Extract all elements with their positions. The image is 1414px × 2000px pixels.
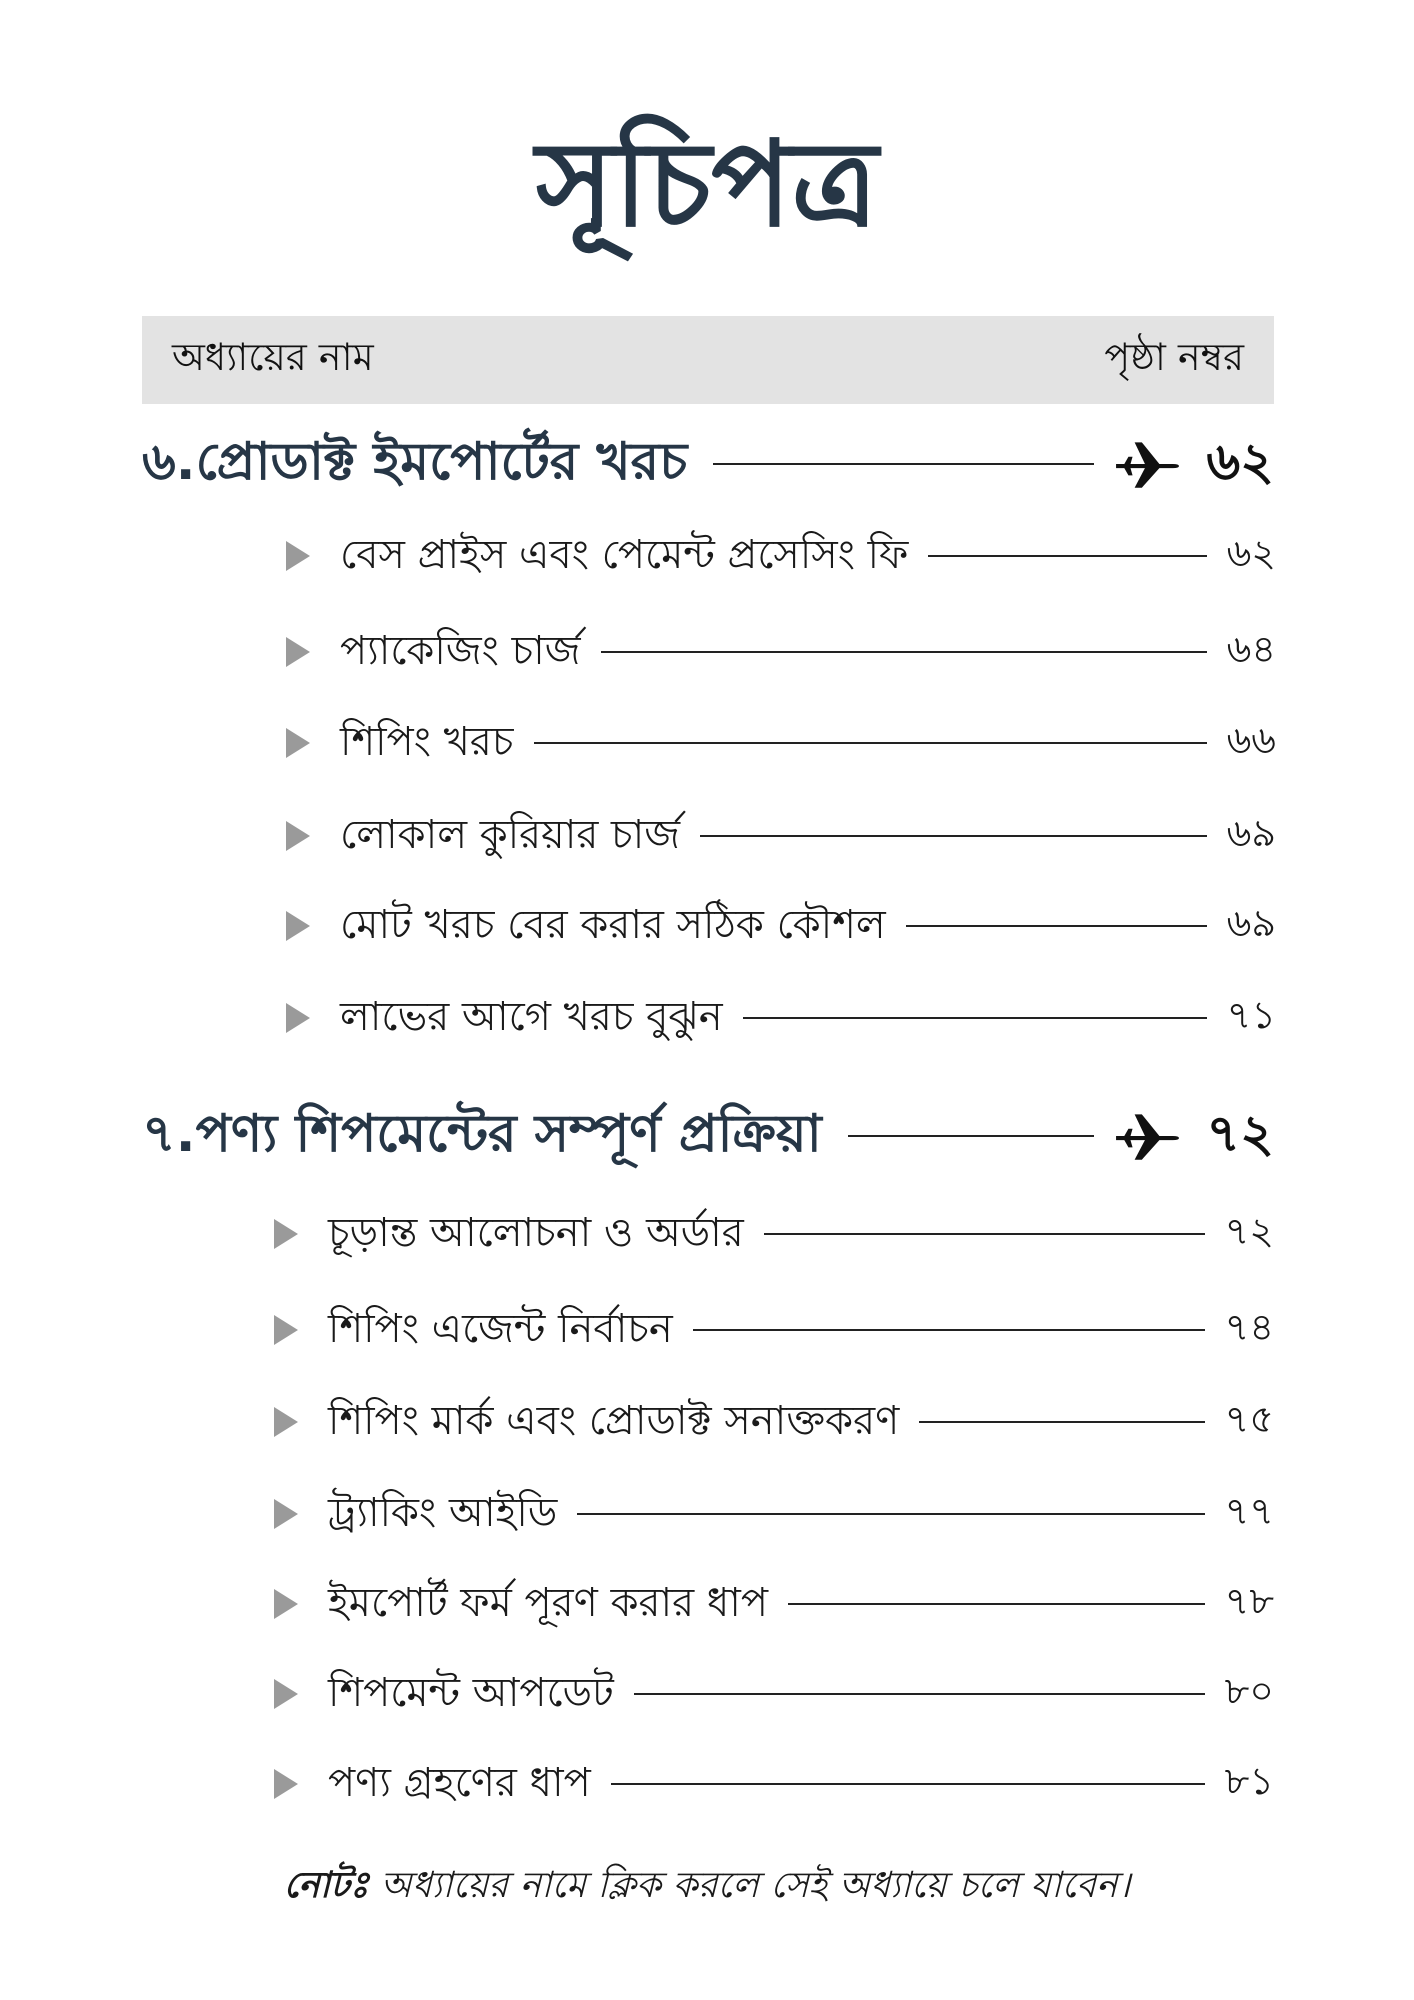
item-label: শিপমেন্ট আপডেট xyxy=(328,1669,614,1716)
triangle-bullet-icon xyxy=(274,1589,298,1619)
item-label: শিপিং এজেন্ট নির্বাচন xyxy=(328,1305,673,1352)
footer-note xyxy=(0,1858,1414,1918)
toc-item[interactable] xyxy=(286,622,1276,682)
airplane-icon xyxy=(1114,436,1180,492)
toc-item[interactable] xyxy=(274,1392,1274,1452)
triangle-bullet-icon xyxy=(274,1219,298,1249)
toc-item[interactable] xyxy=(274,1204,1274,1264)
toc-item[interactable] xyxy=(274,1574,1274,1634)
leader-line xyxy=(743,1017,1207,1019)
leader-line xyxy=(928,555,1206,557)
toc-item[interactable] xyxy=(286,896,1276,956)
chapter-page-number: ৬২ xyxy=(1206,431,1274,492)
leader-line xyxy=(713,463,1094,465)
item-label: চূড়ান্ত আলোচনা ও অর্ডার xyxy=(328,1209,744,1256)
item-page-number: ৬৯ xyxy=(1226,811,1276,855)
leader-line xyxy=(788,1603,1205,1605)
note-text: অধ্যায়ের নামে ক্লিক করলে সেই অধ্যায়ে চলে যাবেন। xyxy=(368,1865,1131,1906)
item-label: ইমপোর্ট ফর্ম পূরণ করার ধাপ xyxy=(328,1579,769,1626)
leader-line xyxy=(534,742,1207,744)
toc-item[interactable] xyxy=(286,526,1276,586)
item-label: ট্র্যাকিং আইডি xyxy=(328,1489,558,1536)
leader-line xyxy=(848,1135,1095,1137)
chapter-title: ৭.পণ্য শিপমেন্টের সম্পূর্ণ প্রক্রিয়া xyxy=(142,1103,822,1164)
item-page-number: ৭৪ xyxy=(1224,1305,1274,1349)
leader-line xyxy=(634,1693,1205,1695)
triangle-bullet-icon xyxy=(274,1407,298,1437)
toc-header xyxy=(142,316,1274,404)
item-label: প্যাকেজিং চার্জ xyxy=(340,627,581,674)
item-page-number: ৭৭ xyxy=(1224,1489,1274,1533)
header-chapter-name: অধ্যায়ের নাম xyxy=(172,335,374,379)
triangle-bullet-icon xyxy=(274,1499,298,1529)
item-page-number: ৬৯ xyxy=(1226,901,1276,945)
item-page-number: ৭১ xyxy=(1226,993,1276,1037)
leader-line xyxy=(693,1329,1205,1331)
triangle-bullet-icon xyxy=(274,1679,298,1709)
item-label: বেস প্রাইস এবং পেমেন্ট প্রসেসিং ফি xyxy=(340,531,909,578)
item-label: মোট খরচ বের করার সঠিক কৌশল xyxy=(340,901,886,948)
note-label: নোটঃ xyxy=(283,1865,369,1906)
triangle-bullet-icon xyxy=(286,821,310,851)
triangle-bullet-icon xyxy=(286,728,310,758)
triangle-bullet-icon xyxy=(274,1769,298,1799)
item-label: শিপিং মার্ক এবং প্রোডাক্ট সনাক্তকরণ xyxy=(328,1397,900,1444)
triangle-bullet-icon xyxy=(286,637,310,667)
toc-item[interactable] xyxy=(286,806,1276,866)
item-page-number: ৭৫ xyxy=(1224,1397,1274,1441)
toc-item[interactable] xyxy=(274,1754,1274,1814)
item-label: পণ্য গ্রহণের ধাপ xyxy=(328,1759,591,1806)
toc-item[interactable] xyxy=(274,1664,1274,1724)
triangle-bullet-icon xyxy=(286,541,310,571)
toc-item[interactable] xyxy=(286,713,1276,773)
leader-line xyxy=(764,1233,1205,1235)
triangle-bullet-icon xyxy=(286,911,310,941)
leader-line xyxy=(919,1421,1204,1423)
leader-line xyxy=(577,1513,1204,1515)
item-page-number: ৬৪ xyxy=(1226,627,1276,671)
item-page-number: ৭৮ xyxy=(1224,1579,1274,1623)
item-page-number: ৬২ xyxy=(1226,531,1276,575)
toc-item[interactable] xyxy=(274,1300,1274,1360)
triangle-bullet-icon xyxy=(286,1003,310,1033)
page-title: সূচিপত্র xyxy=(535,115,879,253)
leader-line xyxy=(601,651,1207,653)
item-page-number: ৮১ xyxy=(1224,1759,1274,1803)
header-page-number: পৃষ্ঠা নম্বর xyxy=(1104,335,1244,379)
leader-line xyxy=(700,835,1207,837)
item-label: লাভের আগে খরচ বুঝুন xyxy=(340,993,723,1040)
item-page-number: ৬৬ xyxy=(1226,718,1276,762)
item-page-number: ৭২ xyxy=(1224,1209,1274,1253)
toc-item[interactable] xyxy=(286,988,1276,1048)
item-page-number: ৮০ xyxy=(1224,1669,1274,1713)
chapter-7-link[interactable] xyxy=(142,1096,1274,1176)
triangle-bullet-icon xyxy=(274,1315,298,1345)
chapter-title: ৬.প্রোডাক্ট ইমপোর্টের খরচ xyxy=(142,431,688,492)
item-label: লোকাল কুরিয়ার চার্জ xyxy=(340,811,681,858)
chapter-6-link[interactable] xyxy=(142,424,1274,504)
item-label: শিপিং খরচ xyxy=(340,718,514,765)
airplane-icon xyxy=(1114,1108,1180,1164)
toc-item[interactable] xyxy=(274,1484,1274,1544)
leader-line xyxy=(611,1783,1205,1785)
chapter-page-number: ৭২ xyxy=(1206,1103,1274,1164)
leader-line xyxy=(906,925,1207,927)
